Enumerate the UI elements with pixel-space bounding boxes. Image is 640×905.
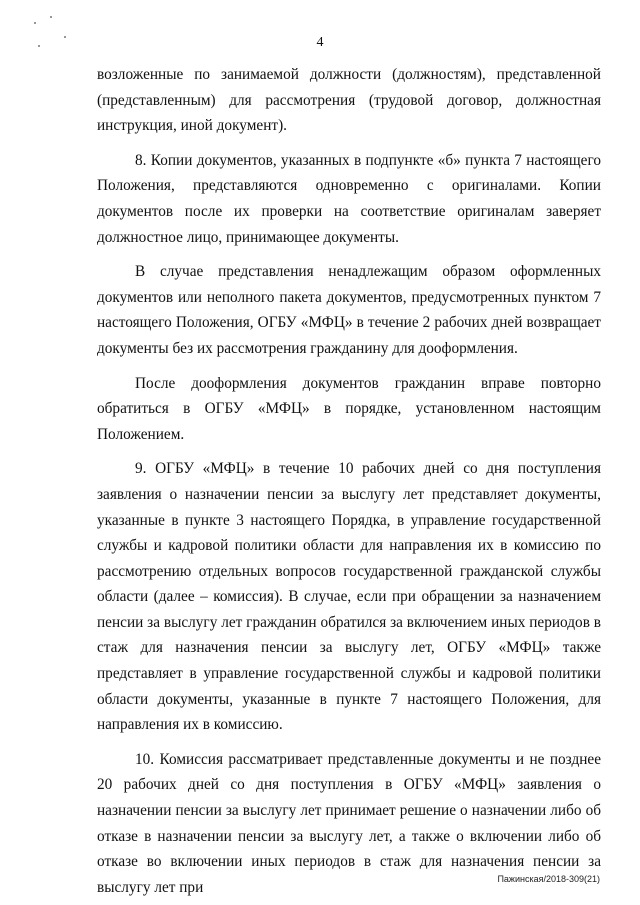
paragraph-resubmission: После дооформления документов гражданин вправе повторно обратиться в ОГБУ «МФЦ» в порядке, установленном настоящим Положением. — [97, 374, 601, 443]
body-text — [97, 62, 601, 900]
paragraph-item-8: 8. Копии документов, указанных в подпункте «б» пункта 7 настоящего Положения, представляются одновременно с оригиналами. Копии документов после их проверки на соответствие оригиналам заверяет должностное лицо, принимающее документы. — [97, 151, 601, 246]
paragraph-item-9: 9. ОГБУ «МФЦ» в течение 10 рабочих дней со дня поступления заявления о назначении пенсии за выслугу лет представляет документы, указанные в пункте 3 настоящего Порядка, в управление государственной службы и кадровой политики области для направления их в комиссию по рассмотрению отдельных вопросов государственной гражданской службы области (далее – комиссия). В случае, если при обращении за назначением пенсии за выслугу лет гражданин обратился за включением иных периодов в стаж для назначения пенсии за выслугу лет, ОГБУ «МФЦ» также представляет в управление государственной службы и кадровой политики области документы, указанные в пункте 7 настоящего Положения, для направления их в комиссию. — [97, 460, 601, 734]
scan-speck — [50, 16, 52, 18]
page-number: 4 — [316, 35, 324, 50]
paragraph-continuation: возложенные по занимаемой должности (должностям), представленной (представленным) для рассмотрения (трудовой договор, должностная инструкция, иной документ). — [97, 66, 601, 135]
paragraph-improper-documents: В случае представления ненадлежащим образом оформленных документов или неполного пакета документов, предусмотренных пунктом 7 настоящего Положения, ОГБУ «МФЦ» в течение 2 рабочих дней возвращает документы без их рассмотрения гражданину для дооформления. — [97, 263, 601, 357]
paragraph-item-10: 10. Комиссия рассматривает представленные документы и не позднее 20 рабочих дней со дня поступления в ОГБУ «МФЦ» заявления о назначении пенсии за выслугу лет принимает решение о назначении либо об отказе в назначении пенсии за выслугу лет, а также о включении либо об отказе во включении иных периодов в стаж для назначения пенсии за выслугу лет при — [97, 750, 601, 896]
scan-speck — [34, 22, 36, 24]
document-footer-code: Пажинская/2018-309(21) — [497, 874, 600, 884]
